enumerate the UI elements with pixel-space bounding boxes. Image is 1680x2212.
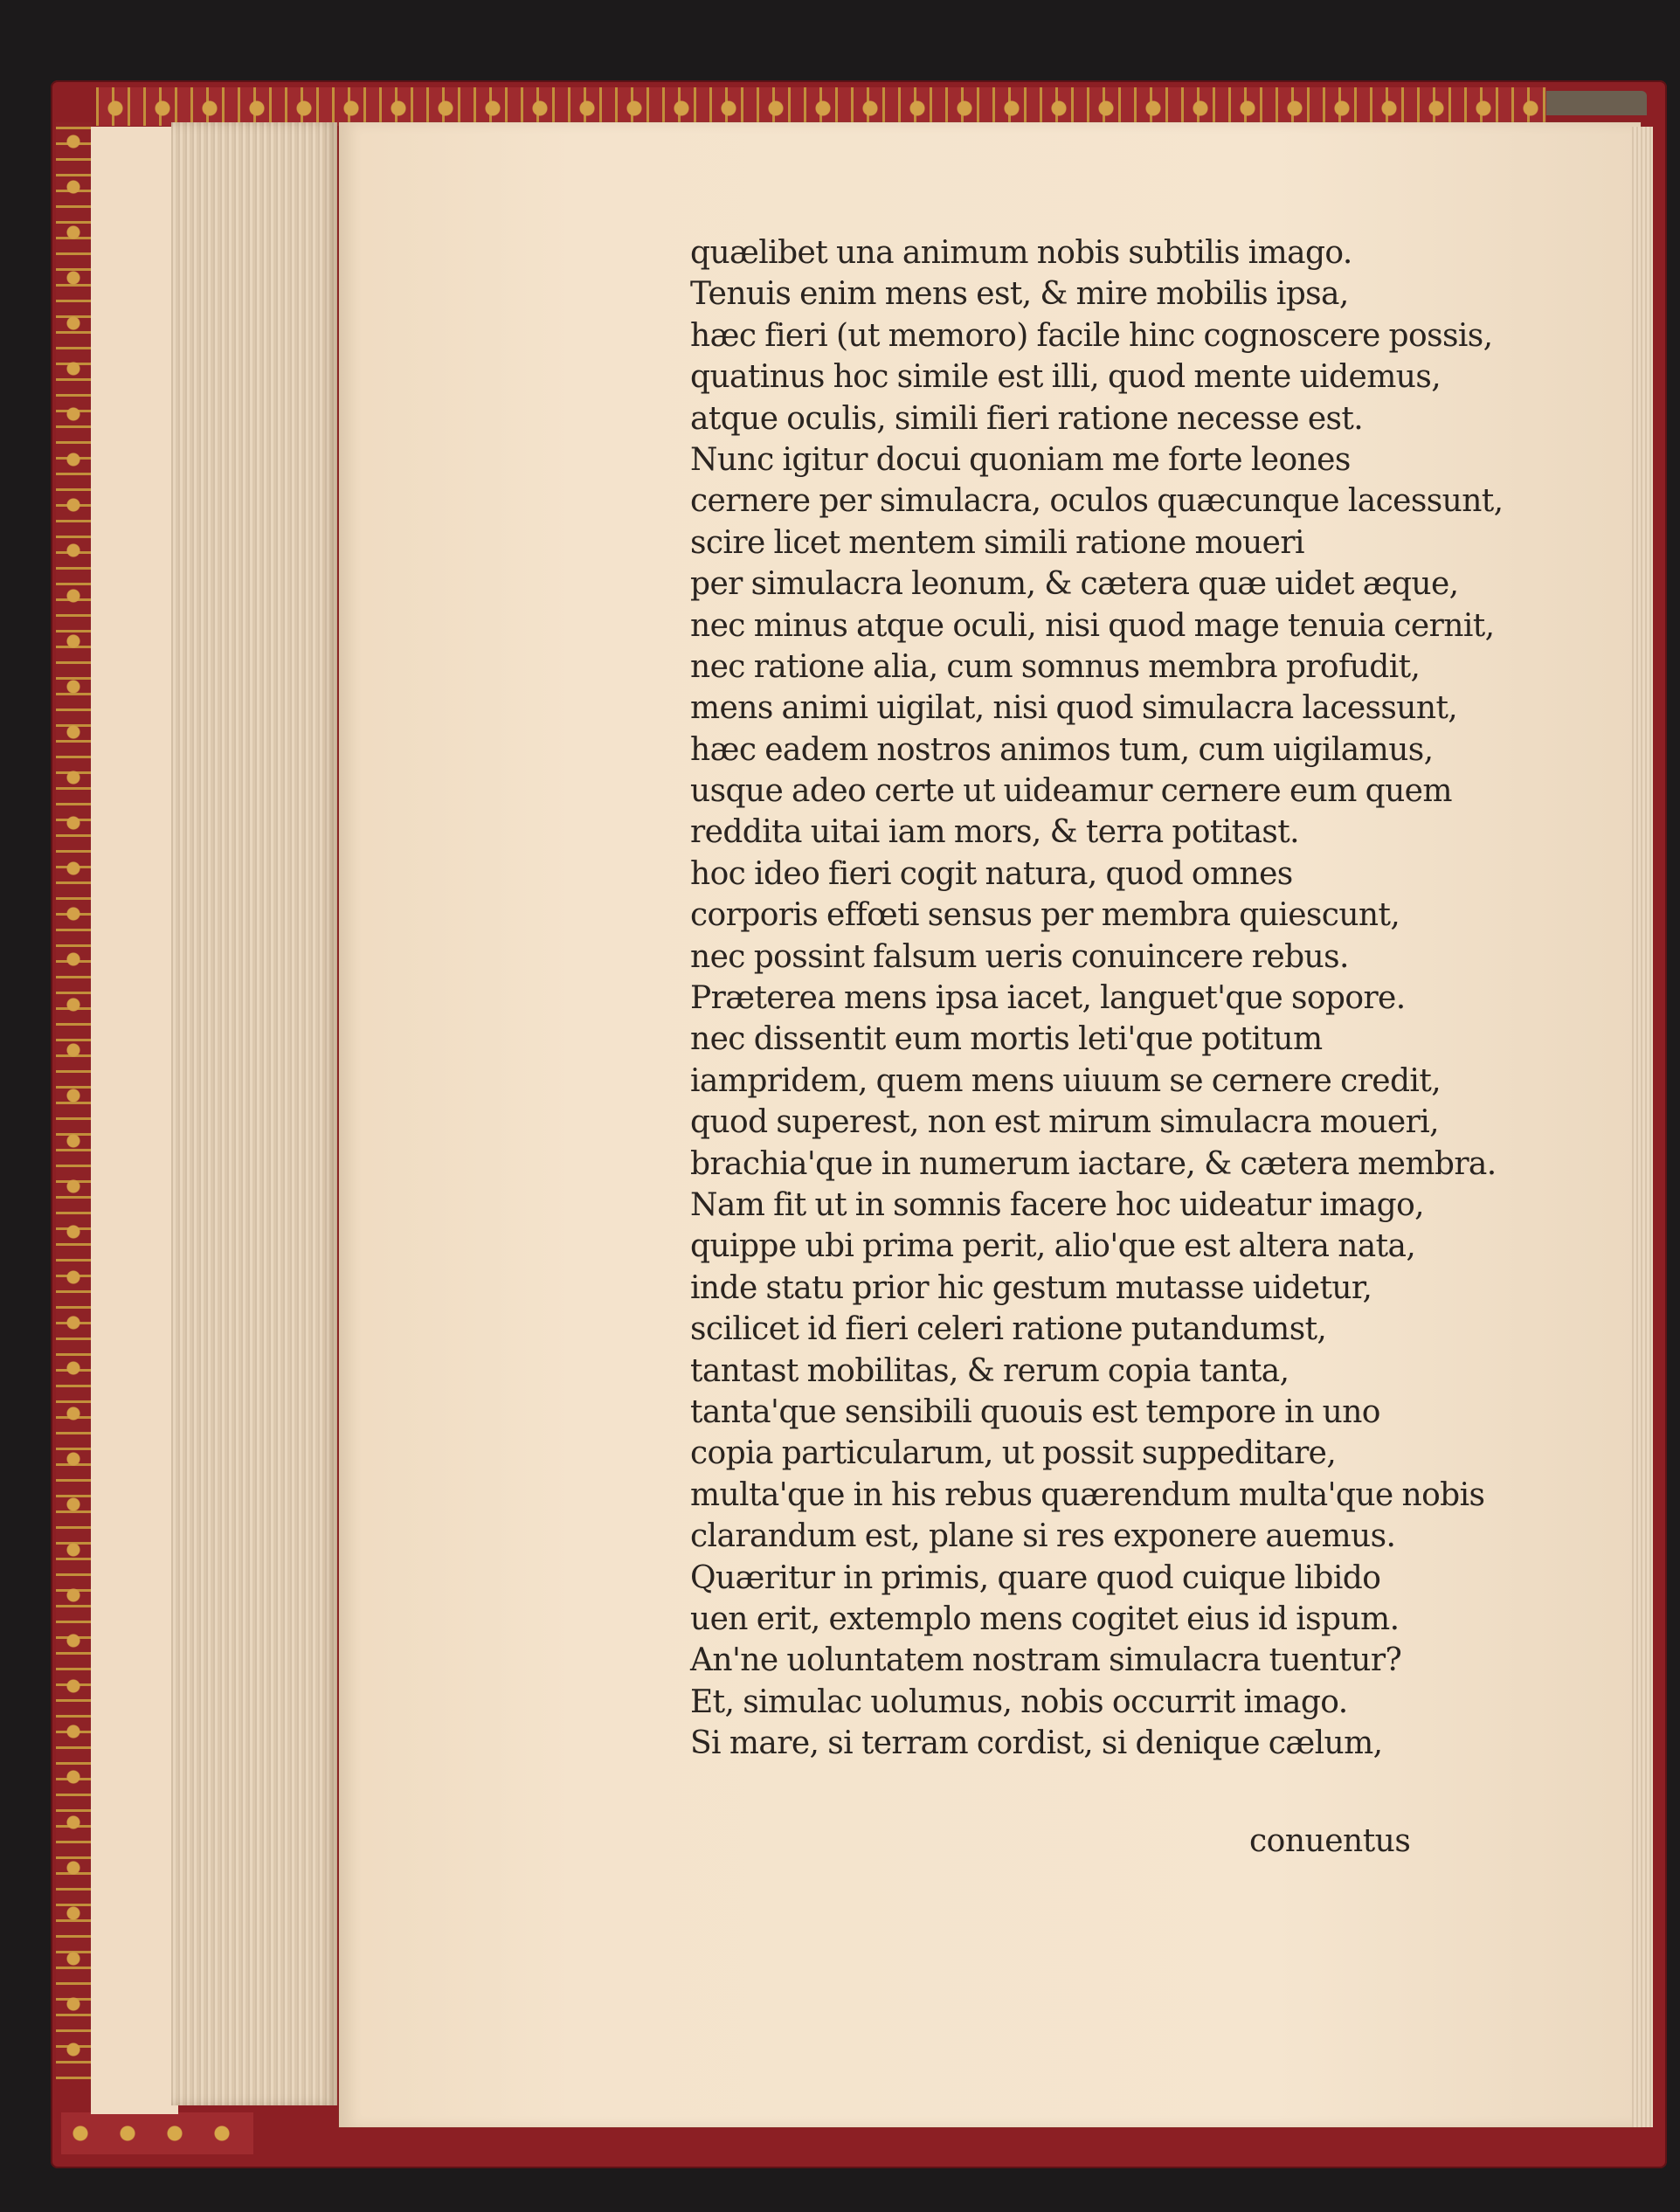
text-line-27: scilicet id fieri celeri ratione putandumst, xyxy=(690,1311,1327,1348)
text-line-29: tanta'que sensibili quouis est tempore in uno xyxy=(690,1393,1380,1430)
spine-strip xyxy=(1542,91,1647,115)
text-line-10: nec minus atque oculi, nisi quod mage tenuia cernit, xyxy=(690,607,1495,644)
text-line-7: cernere per simulacra, oculos quæcunque lacessunt, xyxy=(690,483,1504,520)
text-line-3: hæc fieri (ut memoro) facile hinc cognoscere possis, xyxy=(690,317,1493,354)
text-line-8: scire licet mentem simili ratione moueri xyxy=(690,524,1304,561)
page-stack xyxy=(171,122,337,2105)
text-line-32: clarandum est, plane si res exponere auemus. xyxy=(690,1518,1396,1555)
text-line-35: An'ne uoluntatem nostram simulacra tuentur? xyxy=(690,1642,1402,1679)
text-line-37: Si mare, si terram cordist, si denique cælum, xyxy=(690,1725,1383,1762)
text-line-20: nec dissentit eum mortis leti'que potitum xyxy=(690,1021,1323,1058)
text-line-12: mens animi uigilat, nisi quod simulacra lacessunt, xyxy=(690,690,1458,727)
text-line-24: Nam fit ut in somnis facere hoc uideatur imago, xyxy=(690,1186,1424,1223)
text-line-16: hoc ideo fieri cogit natura, quod omnes xyxy=(690,855,1293,892)
text-line-17: corporis effœti sensus per membra quiescunt, xyxy=(690,897,1400,934)
text-line-21: iampridem, quem mens uiuum se cernere credit, xyxy=(690,1062,1441,1099)
text-line-22: quod superest, non est mirum simulacra moueri, xyxy=(690,1104,1439,1141)
text-line-30: copia particularum, ut possit suppeditare, xyxy=(690,1435,1337,1472)
text-line-19: Præterea mens ipsa iacet, languet'que sopore. xyxy=(690,980,1406,1017)
text-line-33: Quæritur in primis, quare quod cuique libido xyxy=(690,1559,1381,1596)
text-line-31: multa'que in his rebus quærendum multa'que nobis xyxy=(690,1476,1485,1513)
left-cover-inner xyxy=(91,127,178,2114)
text-line-14: usque adeo certe ut uideamur cernere eum quem xyxy=(690,773,1452,810)
text-line-25: quippe ubi prima perit, alio'que est altera nata, xyxy=(690,1228,1416,1265)
text-line-9: per simulacra leonum, & cætera quæ uidet æque, xyxy=(690,566,1459,603)
text-line-26: inde statu prior hic gestum mutasse uidetur, xyxy=(690,1269,1372,1306)
catchword: conuentus xyxy=(1249,1823,1411,1859)
fore-edge xyxy=(1632,127,1653,2127)
text-line-34: uen erit, extemplo mens cogitet eius id ispum. xyxy=(690,1600,1400,1637)
text-line-13: hæc eadem nostros animos tum, cum uigilamus, xyxy=(690,731,1434,768)
text-line-28: tantast mobilitas, & rerum copia tanta, xyxy=(690,1352,1289,1389)
gilt-border-left xyxy=(56,122,93,2079)
gilt-border-bottom xyxy=(61,2112,253,2154)
text-line-15: reddita uitai iam mors, & terra potitast. xyxy=(690,814,1300,851)
gilt-border-top xyxy=(96,87,1546,126)
text-line-6: Nunc igitur docui quoniam me forte leones xyxy=(690,441,1351,478)
text-line-1: quælibet una animum nobis subtilis imago. xyxy=(690,235,1352,271)
poem-text-block xyxy=(690,232,1590,1764)
text-line-5: atque oculis, simili fieri ratione necesse est. xyxy=(690,400,1364,437)
text-line-36: Et, simulac uolumus, nobis occurrit imago. xyxy=(690,1683,1348,1720)
text-line-4: quatinus hoc simile est illi, quod mente uidemus, xyxy=(690,359,1441,396)
text-line-2: Tenuis enim mens est, & mire mobilis ipsa, xyxy=(690,276,1349,313)
text-line-18: nec possint falsum ueris conuincere rebus. xyxy=(690,938,1349,975)
text-line-11: nec ratione alia, cum somnus membra profudit, xyxy=(690,648,1421,685)
text-line-23: brachia'que in numerum iactare, & cætera membra. xyxy=(690,1145,1497,1182)
